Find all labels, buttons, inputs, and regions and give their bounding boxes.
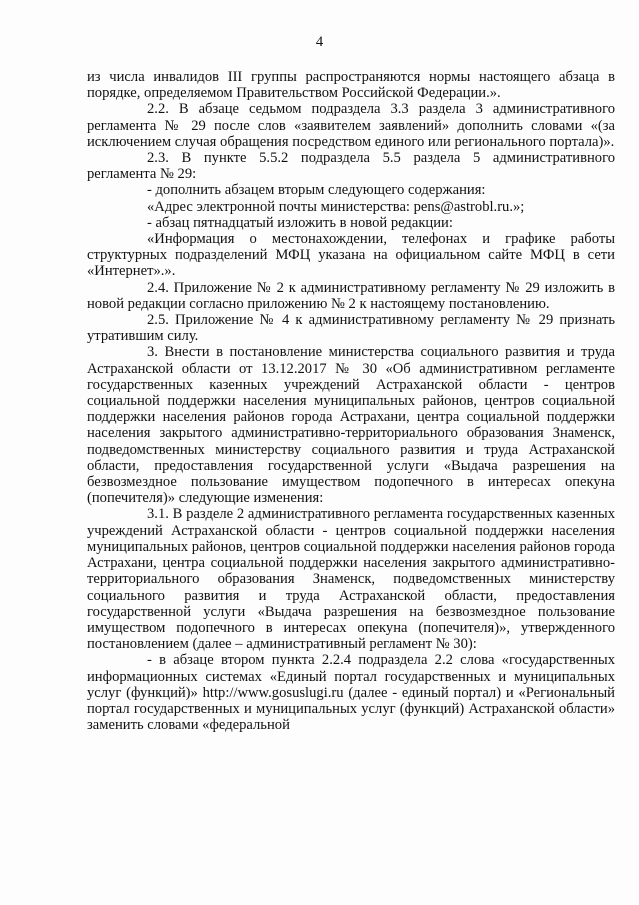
paragraph: - дополнить абзацем вторым следующего содержания:	[147, 182, 486, 199]
paragraph: из числа инвалидов III группы распространяются нормы настоящего абзаца в порядке, определяемом Правительством Российской Федерации.».	[87, 69, 615, 102]
paragraph: «Адрес электронной почты министерства: pens@astrobl.ru.»;	[147, 198, 525, 215]
document-body	[87, 69, 615, 733]
paragraph: «Информация о местонахождении, телефонах и графике работы структурных подразделений МФЦ указана на официальном сайте МФЦ в сети «Интернет».».	[87, 231, 615, 280]
page-number: 4	[315, 34, 324, 50]
paragraph: 2.2. В абзаце седьмом подраздела 3.3 раздела 3 административного регламента № 29 после слов «заявителем заявлений» дополнить словами «(за исключением случая обращения посредством единого или регионального портала)».	[87, 101, 615, 150]
paragraph: 3. Внести в постановление министерства социального развития и труда Астраханской области от 13.12.2017 № 30 «Об административном регламенте государственных казенных учреждений Астраханской области - центров социальной поддержки населения муниципальных районов, центров социальной поддержки населения районов города Астрахани, центра социальной поддержки населения закрытого административно-территориального образования Знаменск, подведомственных министерству социального развития и труда Астраханской области, предоставления государственной услуги «Выдача разрешения на безвозмездное пользование имуществом подопечного в интересах опекуна (попечителя)» следующие изменения:	[87, 344, 615, 507]
paragraph: 2.5. Приложение № 4 к административному регламенту № 29 признать утратившим силу.	[87, 312, 615, 345]
paragraph: 3.1. В разделе 2 административного регламента государственных казенных учреждений Астраханской области - центров социальной поддержки населения муниципальных районов, центров социальной поддержки населения районов города Астрахани, центра социальной поддержки населения закрытого административно-территориального образования Знаменск, подведомственных министерству социального развития и труда Астраханской области, предоставления государственной услуги «Выдача разрешения на безвозмездное пользование имуществом подопечного в интересах опекуна (попечителя)», утвержденного постановлением (далее – административный регламент № 30):	[87, 506, 615, 653]
paragraph: - абзац пятнадцатый изложить в новой редакции:	[147, 214, 453, 231]
paragraph: 2.4. Приложение № 2 к административному регламенту № 29 изложить в новой редакции согласно приложению № 2 к настоящему постановлению.	[87, 279, 615, 312]
paragraph: - в абзаце втором пункта 2.2.4 подраздела 2.2 слова «государственных информационных системах «Единый портал государственных и муниципальных услуг (функций)» http://www.gosuslugi.ru (далее - единый портал) и «Региональный портал государственных и муниципальных услуг (функций) Астраханской области» заменить словами «федеральной	[87, 652, 615, 734]
paragraph: 2.3. В пункте 5.5.2 подраздела 5.5 раздела 5 административного регламента № 29:	[87, 150, 615, 183]
